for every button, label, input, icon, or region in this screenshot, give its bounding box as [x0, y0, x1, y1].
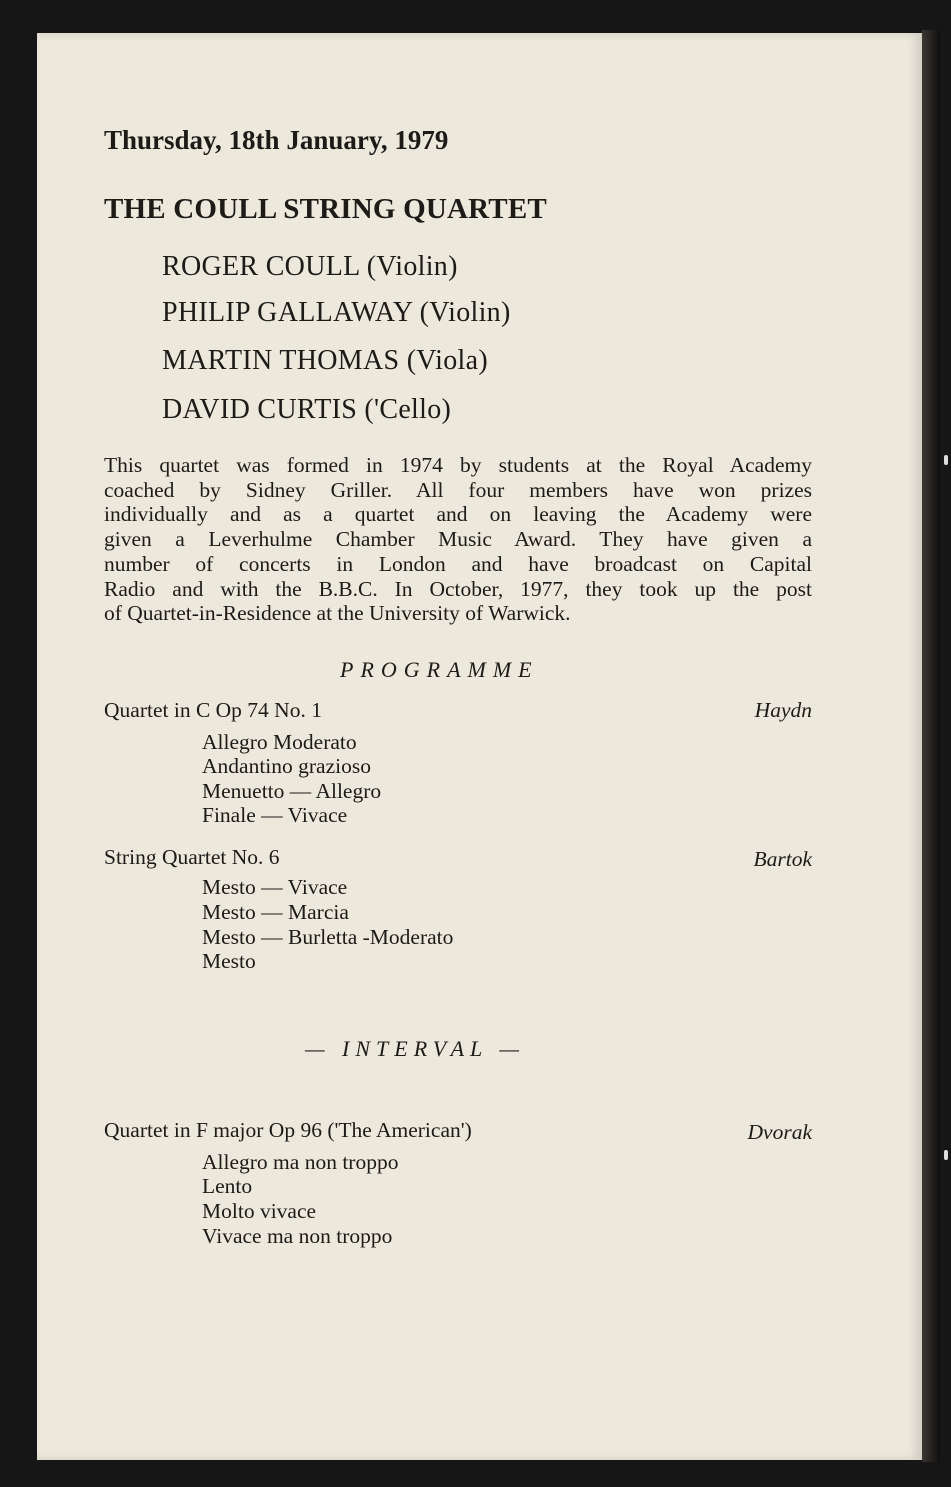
movement: Mesto — Marcia	[202, 900, 349, 924]
quartet-biography	[104, 453, 812, 626]
interval-heading: — INTERVAL —	[305, 1036, 525, 1061]
binding-mark	[944, 455, 948, 465]
binding-mark	[944, 1150, 948, 1160]
movement: Molto vivace	[202, 1199, 317, 1223]
work-title: Quartet in F major Op 96 ('The American')	[104, 1118, 472, 1142]
movement: Mesto	[202, 949, 256, 973]
movement: Allegro ma non troppo	[202, 1150, 399, 1174]
bio-line: coached by Sidney Griller. All four members have won prizes	[104, 477, 812, 502]
work-title: Quartet in C Op 74 No. 1	[104, 698, 322, 722]
movement: Allegro Moderato	[202, 730, 357, 754]
movement: Finale — Vivace	[202, 803, 348, 827]
page-edge	[922, 30, 940, 1462]
movement: Mesto — Vivace	[202, 875, 348, 899]
bio-line: This quartet was formed in 1974 by students at the Royal Academy	[104, 453, 812, 477]
movement: Andantino grazioso	[202, 754, 371, 778]
ensemble-name: THE COULL STRING QUARTET	[104, 193, 547, 225]
bio-line: Radio and with the B.B.C. In October, 1977, they took up the post	[104, 576, 812, 601]
composer-name: Dvorak	[747, 1120, 812, 1144]
programme-page	[37, 33, 922, 1460]
member-2: PHILIP GALLAWAY (Violin)	[162, 297, 511, 328]
bio-line: individually and as a quartet and on leaving the Academy were	[104, 502, 812, 527]
member-1: ROGER COULL (Violin)	[162, 251, 458, 282]
bio-line: of Quartet-in-Residence at the University of Warwick.	[104, 601, 571, 626]
movement: Menuetto — Allegro	[202, 779, 382, 803]
work-title: String Quartet No. 6	[104, 845, 280, 869]
member-4: DAVID CURTIS ('Cello)	[162, 394, 452, 425]
bio-line: given a Leverhulme Chamber Music Award. They have given a	[104, 527, 812, 552]
bio-line: number of concerts in London and have broadcast on Capital	[104, 551, 812, 576]
concert-date: Thursday, 18th January, 1979	[104, 125, 449, 155]
programme-heading: PROGRAMME	[340, 657, 539, 682]
movement: Vivace ma non troppo	[202, 1224, 393, 1248]
member-3: MARTIN THOMAS (Viola)	[162, 345, 488, 376]
movement: Lento	[202, 1174, 253, 1198]
movement: Mesto — Burletta -Moderato	[202, 925, 454, 949]
composer-name: Bartok	[753, 847, 812, 871]
composer-name: Haydn	[754, 698, 812, 722]
